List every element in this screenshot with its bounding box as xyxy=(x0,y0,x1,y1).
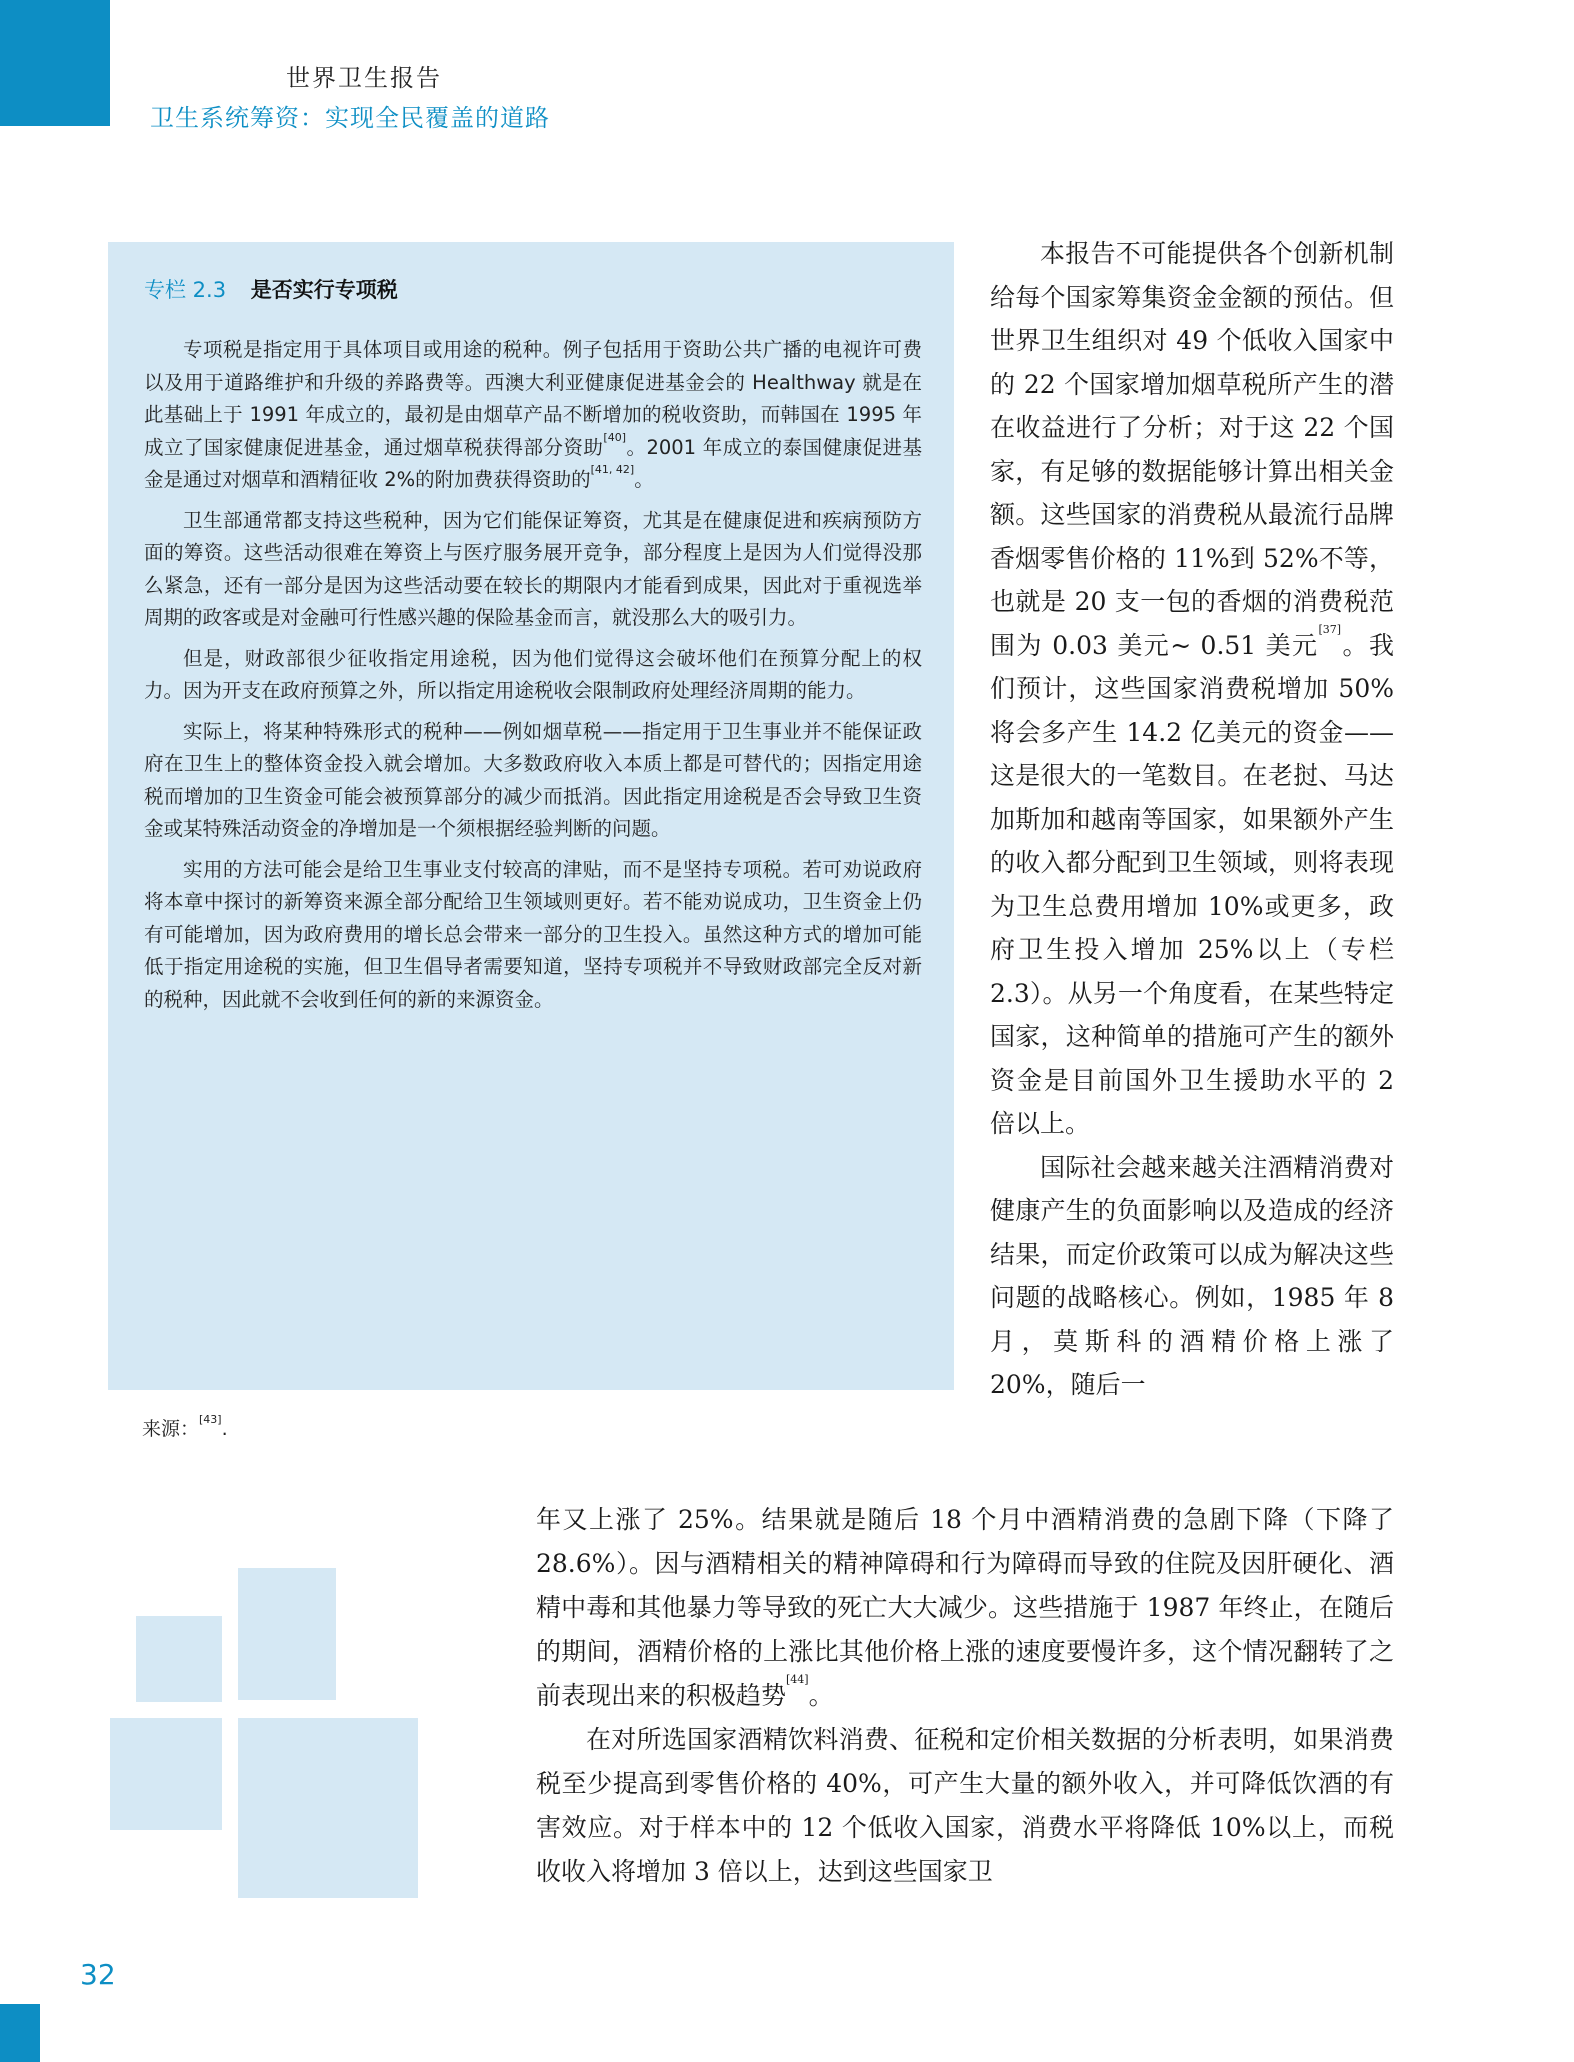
citation: [37] xyxy=(1318,622,1342,636)
box-title: 是否实行专项税 xyxy=(250,278,398,302)
decorative-square xyxy=(238,1568,336,1700)
box-paragraph-5: 实用的方法可能会是给卫生事业支付较高的津贴，而不是坚持专项税。若可劝说政府将本章中探讨的新筹资来源全部分配给卫生领域则更好。若不能劝说成功，卫生资金上仍有可能增加，因为政府费用的增长总会带来一部分的卫生投入。虽然这种方式的增加可能低于指定用途税的实施，但卫生倡导者需要知道，坚持专项税并不导致财政部完全反对新的税种，因此就不会收到任何的新的来源资金。 xyxy=(144,857,922,1011)
source-prefix: 来源： xyxy=(142,1418,200,1440)
page-number: 32 xyxy=(80,1958,116,1991)
body-paragraph-2-continued xyxy=(536,1498,1394,1718)
citation: [41, 42] xyxy=(590,463,635,476)
right-column xyxy=(990,232,1394,1407)
box-paragraph-2: 卫生部通常都支持这些税种，因为它们能保证筹资，尤其是在健康促进和疾病预防方面的筹资。这些活动很难在筹资上与医疗服务展开竞争，部分程度上是因为人们觉得没那么紧急，还有一部分是因为这些活动要在较长的期限内才能看到成果，因此对于重视选举周期的政客或是对金融可行性感兴趣的保险基金而言，就没那么大的吸引力。 xyxy=(144,508,922,629)
footer-corner-strip xyxy=(0,2004,40,2062)
body-p1-a: 本报告不可能提供各个创新机制给每个国家筹集资金金额的预估。但世界卫生组织对 49 个低收入国家中的 22 个国家增加烟草税所产生的潜在收益进行了分析；对于这 22 个国家，有足够的数据能够计算出相关金额。这些国家的消费税从最流行品牌香烟零售价格的 11%到 52%不等，也就是 20 支一包的香烟的消费税范围为 0.03 美元~ 0.51 美元 xyxy=(990,239,1394,660)
body-p1-b: 。我们预计，这些国家消费税增加 50%将会多产生 14.2 亿美元的资金——这是很大的一笔数目。在老挝、马达加斯加和越南等国家，如果额外产生的收入都分配到卫生领域，则将表现为卫生总费用增加 10%或更多，政府卫生投入增加 25%以上（专栏 2.3）。从另一个角度看，在某些特定国家，这种简单的措施可产生的额外资金是目前国外卫生援助水平的 2 倍以上。 xyxy=(990,630,1394,1138)
decorative-square xyxy=(136,1616,222,1702)
decorative-square xyxy=(238,1718,418,1898)
decorative-square xyxy=(110,1718,222,1830)
body-paragraph-1 xyxy=(990,232,1394,1146)
body-p2-cont: 年又上涨了 25%。结果就是随后 18 个月中酒精消费的急剧下降（下降了 28.6%）。因与酒精相关的精神障碍和行为障碍而导致的住院及因肝硬化、酒精中毒和其他暴力等导致的死亡大大减少。这些措施于 1987 年终止，在随后的期间，酒精价格的上涨比其他价格上涨的速度要慢许多，这个情况翻转了之前表现出来的积极趋势 xyxy=(536,1505,1394,1710)
citation: [44] xyxy=(786,1673,809,1686)
box-paragraph-1 xyxy=(144,334,922,497)
box-paragraph-4: 实际上，将某种特殊形式的税种——例如烟草税——指定用于卫生事业并不能保证政府在卫生上的整体资金投入就会增加。大多数政府收入本质上都是可替代的；因指定用途税而增加的卫生资金可能会被预算部分的减少而抵消。因此指定用途税是否会导致卫生资金或某特殊活动资金的净增加是一个须根据经验判断的问题。 xyxy=(144,719,922,840)
box-heading xyxy=(144,274,922,304)
box-label: 专栏 2.3 xyxy=(144,278,227,302)
box-p1-mid: 。2001 年成立的泰国健康促进基金是通过对烟草和酒精征收 2%的附加费获得资助的 xyxy=(144,435,922,491)
header-corner-block xyxy=(0,0,110,126)
bottom-column xyxy=(536,1498,1394,1894)
body-p2-end: 。 xyxy=(808,1681,834,1710)
source-suffix: . xyxy=(221,1418,228,1440)
report-title: 世界卫生报告 xyxy=(286,64,442,92)
box-p1-end: 。 xyxy=(634,468,654,491)
citation: [43] xyxy=(199,1413,222,1426)
report-subtitle: 卫生系统筹资：实现全民覆盖的道路 xyxy=(150,104,550,132)
body-paragraph-3: 在对所选国家酒精饮料消费、征税和定价相关数据的分析表明，如果消费税至少提高到零售价格的 40%，可产生大量的额外收入，并可降低饮酒的有害效应。对于样本中的 12 个低收入国家，消费水平将降低 10%以上，而税收收入将增加 3 倍以上，达到这些国家卫 xyxy=(536,1725,1394,1886)
citation: [40] xyxy=(603,430,626,444)
box-p1-text: 专项税是指定用于具体项目或用途的税种。例子包括用于资助公共广播的电视许可费以及用于道路维护和升级的养路费等。西澳大利亚健康促进基金会的 Healthway 就是在此基础上于 1991 年成立的，最初是由烟草产品不断增加的税收资助，而韩国在 1995 年成立了国家健康促进基金，通过烟草税获得部分资助 xyxy=(144,338,922,459)
sidebar-box xyxy=(108,242,954,1390)
body-paragraph-2: 国际社会越来越关注酒精消费对健康产生的负面影响以及造成的经济结果，而定价政策可以成为解决这些问题的战略核心。例如，1985 年 8 月，莫斯科的酒精价格上涨了 20%，随后一 xyxy=(990,1152,1394,1399)
box-paragraph-3: 但是，财政部很少征收指定用途税，因为他们觉得这会破坏他们在预算分配上的权力。因为开支在政府预算之外，所以指定用途税收会限制政府处理经济周期的能力。 xyxy=(144,646,922,702)
box-source xyxy=(142,1414,228,1441)
